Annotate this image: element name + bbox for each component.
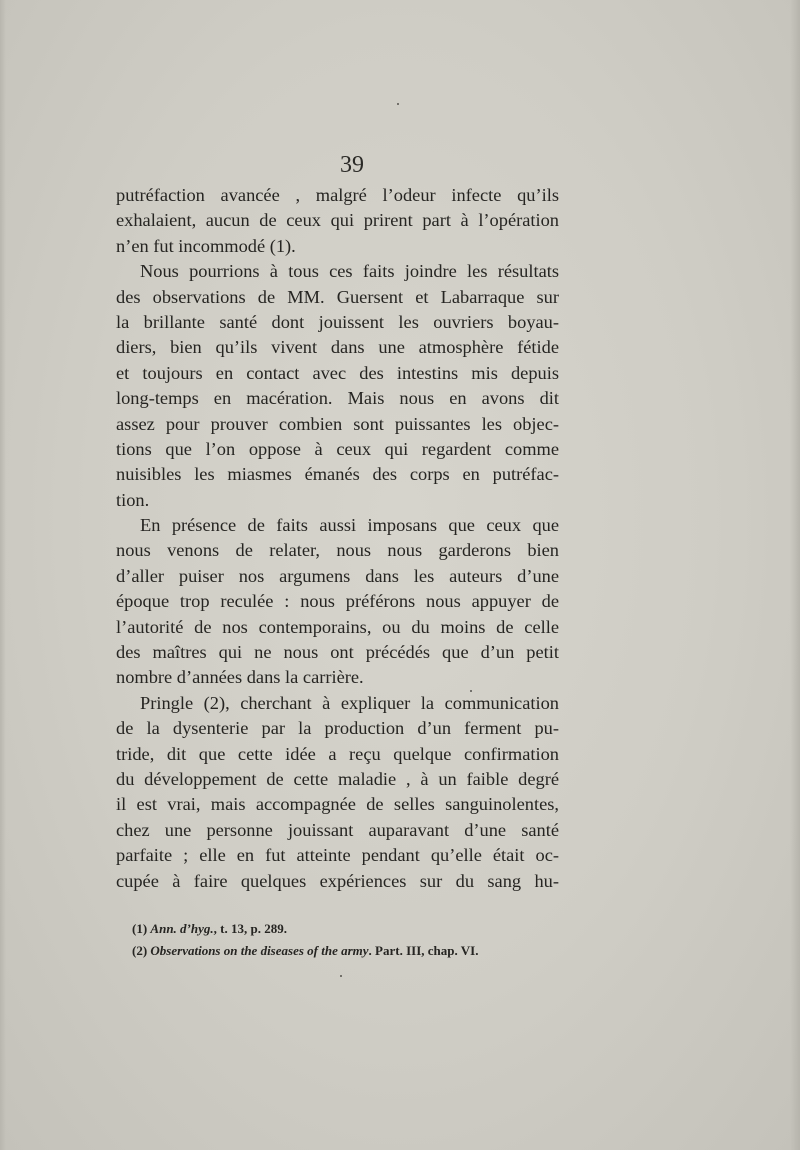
text-line: la brillante santé dont jouissent les ouvriers boyau-	[116, 311, 559, 332]
body-text	[116, 183, 559, 894]
text-line: assez pour prouver combien sont puissantes les objec-	[116, 413, 559, 434]
paper-speck	[470, 690, 472, 692]
text-line: il est vrai, mais accompagnée de selles sanguinolentes,	[116, 794, 559, 815]
footnote-ref: , t. 13, p. 289.	[213, 921, 287, 936]
text-line: chez une personne jouissant auparavant d’une santé	[116, 819, 559, 840]
footnote-1	[132, 918, 552, 940]
paper-speck	[397, 103, 399, 105]
paper-speck	[340, 975, 342, 977]
footnote-source: Ann. d’hyg.	[150, 921, 214, 936]
text-line: diers, bien qu’ils vivent dans une atmosphère fétide	[116, 337, 559, 358]
text-line: Nous pourrions à tous ces faits joindre les résultats	[140, 261, 559, 282]
text-line: tions que l’on oppose à ceux qui regardent comme	[116, 438, 559, 459]
text-line: nous venons de relater, nous nous garderons bien	[116, 540, 559, 561]
text-line: n’en fut incommodé (1).	[116, 235, 296, 256]
page-edge-right	[790, 0, 800, 1150]
text-line: des maîtres qui ne nous ont précédés que d’un petit	[116, 642, 559, 663]
text-line: du développement de cette maladie , à un faible degré	[116, 768, 559, 789]
page-edge-left	[0, 0, 6, 1150]
text-line: des observations de MM. Guersent et Labarraque sur	[116, 286, 559, 307]
page-number: 39	[340, 152, 364, 178]
text-line: de la dysenterie par la production d’un ferment pu-	[116, 718, 559, 739]
text-line: parfaite ; elle en fut atteinte pendant qu’elle était oc-	[116, 845, 559, 866]
text-line: tion.	[116, 489, 150, 510]
text-line: nuisibles les miasmes émanés des corps en putréfac-	[116, 464, 559, 485]
text-line: long-temps en macération. Mais nous en avons dit	[116, 388, 559, 409]
text-line: exhalaient, aucun de ceux qui prirent part à l’opération	[116, 210, 559, 231]
text-line: l’autorité de nos contemporains, ou du moins de celle	[116, 616, 559, 637]
text-line: cupée à faire quelques expériences sur du sang hu-	[116, 870, 559, 891]
footnote-marker: (1)	[132, 921, 148, 936]
text-line: En présence de faits aussi imposans que ceux que	[140, 515, 559, 536]
footnote-2	[132, 940, 552, 962]
text-line: tride, dit que cette idée a reçu quelque confirmation	[116, 743, 559, 764]
text-line: nombre d’années dans la carrière.	[116, 667, 364, 688]
text-line: d’aller puiser nos argumens dans les auteurs d’une	[116, 565, 559, 586]
footnote-ref: . Part. III, chap. VI.	[368, 943, 479, 958]
text-line: Pringle (2), cherchant à expliquer la communication	[140, 692, 559, 713]
text-line: putréfaction avancée , malgré l’odeur infecte qu’ils	[116, 185, 559, 205]
text-line: et toujours en contact avec des intestins mis depuis	[116, 362, 559, 383]
footnote-marker: (2)	[132, 943, 148, 958]
footnotes	[132, 918, 552, 962]
footnote-source: Observations on the diseases of the army	[150, 943, 369, 958]
text-line: époque trop reculée : nous préférons nous appuyer de	[116, 591, 559, 612]
